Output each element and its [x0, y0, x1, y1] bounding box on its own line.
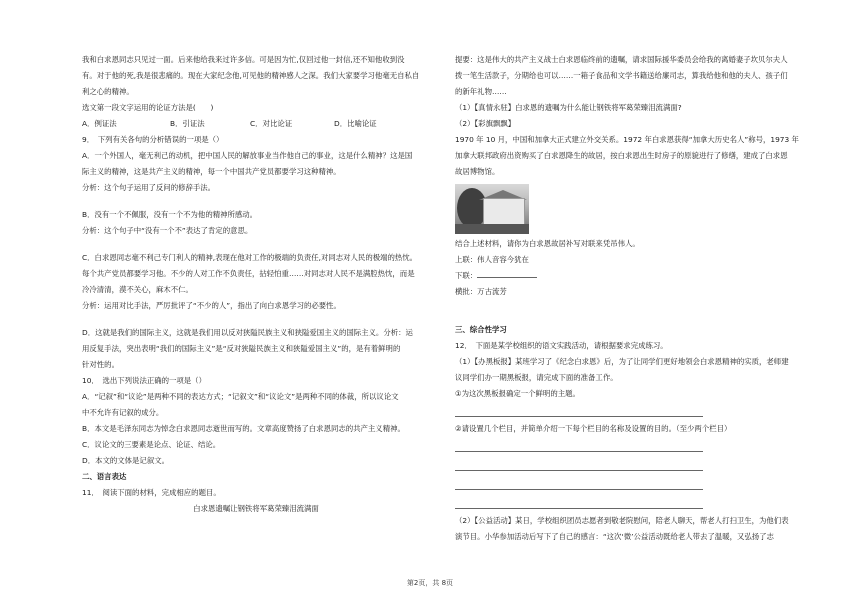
answer-line[interactable]: [455, 402, 703, 417]
material-line-1: 提要：这是伟大的共产主义战士白求恩临终前的遗嘱，请求国际援华委员会给我的离婚妻子坎贝尔夫人: [455, 55, 788, 64]
answer-line[interactable]: [455, 494, 703, 509]
subquestion-2-line-1: 1970 年 10 月，中国和加拿大正式建立外交关系。1972 年白求恩获得“加拿大历史名人”称号，1973 年: [455, 135, 799, 144]
couplet-instruction: 结合上述材料，请你为白求恩故居补写对联来凭吊伟人。: [455, 239, 640, 248]
question-12: 12． 下面是某学校组织的语文实践活动，请根据要求完成练习。: [455, 341, 668, 350]
q10-option-d: D．本文的文体是记叙文。: [82, 456, 169, 465]
material-line-2: 拨一笔生活款子，分期给也可以……一箱子食品和文学书籍送给廉司志，算我给他和他的夫人、孩子们: [455, 71, 788, 80]
q12-part-1-line-1: （1）【办黑板报】某班学习了《纪念白求恩》后，为了让同学们更好地领会白求恩精神的实质，老师建: [455, 357, 789, 366]
question-10: 10． 选出下列说法正确的一项是（）: [82, 376, 206, 385]
question-method: 选文第一段文字运用的论证方法是( ): [82, 103, 214, 112]
intro-line-2: 有。对于他的死,我是很悲痛的。现在大家纪念他,可见他的精神感人之深。我们大家要学习他毫无自私自: [82, 71, 420, 80]
section-heading-3: 三、综合性学习: [455, 325, 507, 334]
former-residence-photo: [455, 184, 529, 234]
q10-option-a-line-1: A．“记叙”和“议论”是两种不同的表达方式；“记叙文”和“议论文”是两种不同的体裁，所以议论文: [82, 392, 399, 401]
q9-option-d-line-2: 用反复手法，突出表明“我们的国际主义”是“反对狭隘民族主义和狭隘爱国主义”的，是有着鲜明的: [82, 344, 401, 353]
question-9: 9． 下列有关各句的分析错误的一项是（）: [82, 135, 224, 144]
q9-option-c-line-1: C．白求恩同志毫不利己专门利人的精神,表现在他对工作的极端的负责任,对同志对人民的极端的热忱。: [82, 253, 418, 262]
q9-option-d-line-3: 针对性的。: [82, 360, 119, 369]
answer-line[interactable]: [455, 456, 703, 471]
subquestion-2-line-3: 故居博物馆。: [455, 167, 500, 176]
option-a: A．例证法: [82, 119, 117, 128]
q12-part-1-line-2: 议同学们办一期黑板报，请完成下面的准备工作。: [455, 373, 618, 382]
couplet-upper: 上联：伟人音容今犹在: [455, 255, 529, 264]
q12-part-2-line-1: （2）【公益活动】某日，学校组织团员志愿者到敬老院慰问，陪老人聊天，帮老人打扫卫生，为他们表: [455, 516, 789, 525]
material-line-3: 的新年礼物……: [455, 87, 507, 96]
q9-option-a-analysis: 分析：这个句子运用了反问的修辞手法。: [82, 183, 216, 192]
q12-part-1-columns: ②请设置几个栏目，并简单介绍一下每个栏目的名称及设置的目的。（至少两个栏目）: [455, 424, 732, 433]
subquestion-1: （1）【真情永驻】白求恩的遗嘱为什么能让钢铁将军葛荣臻泪流满面?: [455, 103, 682, 112]
q9-option-c-analysis: 分析：运用对比手法，严厉批评了“不少的人”，指出了向白求恩学习的必要性。: [82, 301, 341, 310]
question-11: 11． 阅读下面的材料，完成相应的题目。: [82, 488, 221, 497]
material-title: 白求恩遗嘱让钢铁将军葛荣臻泪流满面: [193, 504, 319, 513]
intro-line-3: 利之心的精神。: [82, 87, 134, 96]
couplet-lower-label: 下联：: [455, 271, 478, 280]
answer-line[interactable]: [455, 475, 703, 490]
q9-option-c-line-2: 每个共产党员都要学习他。不少的人对工作不负责任，拈轻怕重……对同志对人民不是满腔热忱，而是: [82, 269, 415, 278]
section-heading-2: 二、语言表达: [82, 472, 127, 481]
q9-option-a-line-2: 际主义的精神，这是共产主义的精神，每一个中国共产党员都要学习这种精神。: [82, 167, 341, 176]
q9-option-d-line-1: D．这就是我们的国际主义，这就是我们用以反对狭隘民族主义和狭隘爱国主义的国际主义。分析：运: [82, 328, 413, 337]
q9-option-b-analysis: 分析：这个句子中“没有一个不”表达了肯定的意思。: [82, 226, 253, 235]
q12-part-1-theme: ①为这次黑板报确定一个鲜明的主题。: [455, 389, 580, 398]
q9-option-a-line-1: A．一个外国人，毫无利己的动机，把中国人民的解放事业当作他自己的事业，这是什么精神？这是国: [82, 151, 413, 160]
intro-line-1: 我和白求恩同志只见过一面。后来他给我来过许多信。可是因为忙,仅回过他一封信,还不知他收到没: [82, 55, 405, 64]
option-c: C．对比论证: [250, 119, 293, 128]
couplet-horizontal: 横批：万古流芳: [455, 287, 507, 296]
left-column: [82, 52, 430, 517]
q10-option-a-line-2: 中不允许有记叙的成分。: [82, 408, 164, 417]
q9-option-c-line-3: 冷冷清清，漠不关心，麻木不仁。: [82, 285, 193, 294]
subquestion-2-line-2: 加拿大联邦政府出资购买了白求恩降生的故居，按白求恩出生时房子的原貌进行了修缮，建成了白求恩: [455, 151, 788, 160]
option-b: B．引证法: [170, 119, 205, 128]
q12-part-2-line-2: 演节目。小华参加活动后写下了自己的感言：“这次‘微’公益活动既给老人带去了温暖，又弘扬了志: [455, 532, 774, 541]
q9-option-b: B．没有一个不佩服，没有一个不为他的精神所感动。: [82, 210, 258, 219]
q10-option-b: B．本文是毛泽东同志为悼念白求恩同志逝世而写的。文章高度赞扬了白求恩同志的共产主义精神。: [82, 424, 405, 433]
page-footer: 第2页，共 8页: [406, 579, 454, 587]
couplet-lower: [455, 268, 800, 284]
option-d: D．比喻论证: [334, 119, 377, 128]
answer-line[interactable]: [455, 437, 703, 452]
subquestion-2: （2）【彩旗飘飘】: [455, 119, 516, 128]
method-options: [82, 116, 430, 132]
q10-option-c: C．议论文的三要素是论点、论证、结论。: [82, 440, 221, 449]
right-column: [455, 52, 800, 545]
couplet-lower-blank[interactable]: [477, 268, 537, 278]
